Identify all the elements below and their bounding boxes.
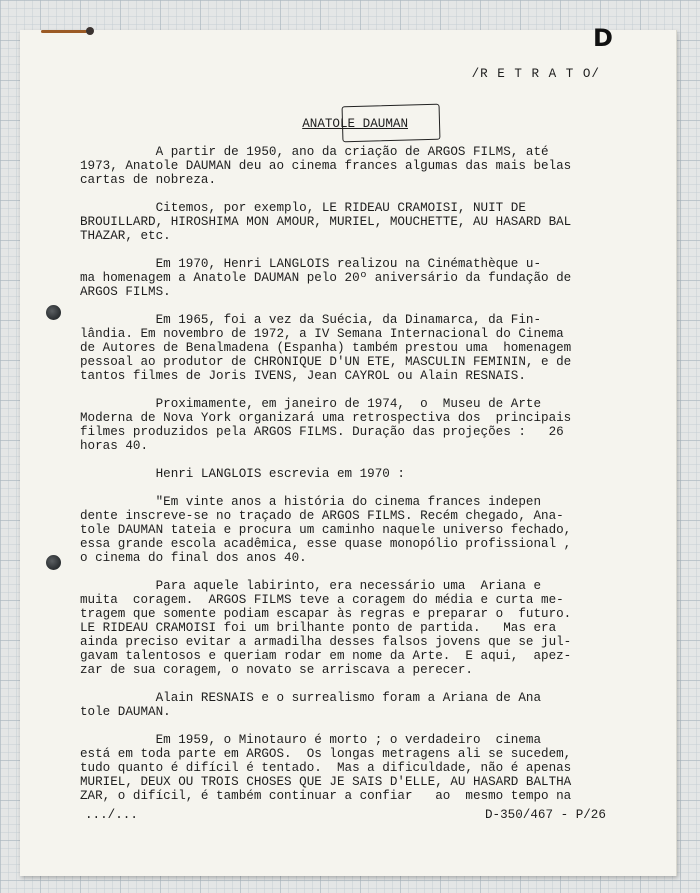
text-line: Em 1965, foi a vez da Suécia, da Dinamarca, da Fin- xyxy=(80,313,542,327)
text-line: 1973, Anatole DAUMAN deu ao cinema frances algumas das mais belas xyxy=(80,159,572,173)
text-line: Alain RESNAIS e o surrealismo foram a Ariana de Ana xyxy=(80,691,542,705)
staple xyxy=(41,30,87,33)
text-line: cartas de nobreza. xyxy=(80,173,217,187)
text-line: Em 1959, o Minotauro é morto ; o verdadeiro cinema xyxy=(80,733,542,747)
text-line: horas 40. xyxy=(80,439,149,453)
text-line: MURIEL, DEUX OU TROIS CHOSES QUE JE SAIS D'ELLE, AU HASARD BALTHA xyxy=(80,775,572,789)
text-line: dente inscreve-se no traçado de ARGOS FILMS. Recém chegado, Ana- xyxy=(80,509,564,523)
footer-continuation: .../... xyxy=(85,808,138,822)
text-line: Moderna de Nova York organizará uma retrospectiva dos principais xyxy=(80,411,572,425)
text-line: ZAR, o difícil, é também continuar a confiar ao mesmo tempo na xyxy=(80,789,572,803)
text-line: muita coragem. ARGOS FILMS teve a coragem do média e curta me- xyxy=(80,593,564,607)
text-line: Para aquele labirinto, era necessário uma Ariana e xyxy=(80,579,542,593)
document-title xyxy=(80,103,600,131)
paragraph xyxy=(80,313,600,383)
text-line: BROUILLARD, HIROSHIMA MON AMOUR, MURIEL, MOUCHETTE, AU HASARD BAL xyxy=(80,215,572,229)
corner-mark: D xyxy=(593,24,613,52)
text-line: Proximamente, em janeiro de 1974, o Museu de Arte xyxy=(80,397,542,411)
text-line: LE RIDEAU CRAMOISI foi um brilhante ponto de partida. Mas era xyxy=(80,621,557,635)
text-line: Em 1970, Henri LANGLOIS realizou na Cinémathèque u- xyxy=(80,257,542,271)
paragraph xyxy=(80,397,600,453)
paragraph xyxy=(80,495,600,565)
text-line: Henri LANGLOIS escrevia em 1970 : xyxy=(80,467,405,481)
paragraph xyxy=(80,201,600,243)
text-line: "Em vinte anos a história do cinema frances indepen xyxy=(80,495,542,509)
text-line: zar de sua coragem, o novato se arriscava a perecer. xyxy=(80,663,473,677)
text-line: de Autores de Benalmadena (Espanha) também prestou uma homenagem xyxy=(80,341,572,355)
document-body xyxy=(80,67,600,817)
staple-end xyxy=(86,27,94,35)
paragraph xyxy=(80,257,600,299)
text-line: filmes produzidos pela ARGOS FILMS. Duração das projeções : 26 xyxy=(80,425,564,439)
punch-hole-bottom xyxy=(46,555,61,570)
text-line: está em toda parte em ARGOS. Os longas metragens ali se sucedem, xyxy=(80,747,572,761)
text-line: Citemos, por exemplo, LE RIDEAU CRAMOISI, NUIT DE xyxy=(80,201,526,215)
paragraph xyxy=(80,467,600,481)
text-line: o cinema do final dos anos 40. xyxy=(80,551,307,565)
punch-hole-top xyxy=(46,305,61,320)
paragraph xyxy=(80,145,600,187)
paragraph xyxy=(80,579,600,677)
text-line: THAZAR, etc. xyxy=(80,229,171,243)
text-line: ma homenagem a Anatole DAUMAN pelo 20º aniversário da fundação de xyxy=(80,271,572,285)
text-line: lândia. Em novembro de 1972, a IV Semana Internacional do Cinema xyxy=(80,327,564,341)
paragraph xyxy=(80,733,600,803)
text-line: ARGOS FILMS. xyxy=(80,285,171,299)
text-line: essa grande escola acadêmica, esse quase monopólio profissional , xyxy=(80,537,572,551)
paragraph xyxy=(80,691,600,719)
text-line: A partir de 1950, ano da criação de ARGOS FILMS, até xyxy=(80,145,549,159)
text-line: tudo quanto é difícil é tentado. Mas a dificuldade, não é apenas xyxy=(80,761,572,775)
header-label: /R E T R A T O/ xyxy=(471,67,600,81)
text-line: gavam talentosos e queriam rodar em nome da Arte. E aqui, apez- xyxy=(80,649,572,663)
text-line: ainda preciso evitar a armadilha desses falsos jovens que se jul- xyxy=(80,635,572,649)
paragraphs xyxy=(80,145,600,803)
text-line: tragem que somente podiam escapar às regras e preparar o futuro. xyxy=(80,607,572,621)
text-line: tole DAUMAN tateia e procura um caminho naquele universo fechado, xyxy=(80,523,572,537)
text-line: tantos filmes de Joris IVENS, Jean CAYROL ou Alain RESNAIS. xyxy=(80,369,526,383)
title-text: ANATOLE DAUMAN xyxy=(302,117,409,131)
text-line: tole DAUMAN. xyxy=(80,705,171,719)
footer-reference: D-350/467 - P/26 xyxy=(485,808,606,822)
text-line: pessoal ao produtor de CHRONIQUE D'UN ETE, MASCULIN FEMININ, e de xyxy=(80,355,572,369)
